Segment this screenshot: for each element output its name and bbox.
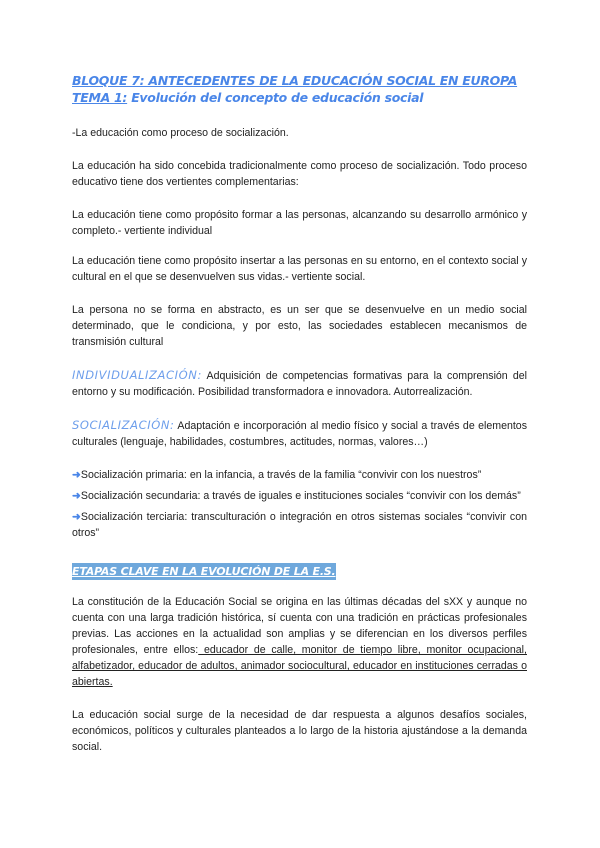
bloque-title: BLOQUE 7: ANTECEDENTES DE LA EDUCACIÓN SOCIAL EN EUROPA <box>72 73 518 88</box>
tema-title <box>72 89 527 106</box>
socializacion-secundaria-text: Socialización secundaria: a través de iguales e instituciones sociales “convivir con los demás” <box>80 490 521 502</box>
perfiles-profesionales: educador de calle, monitor de tiempo libre, monitor ocupacional, alfabetizador, educador de adultos, animador sociocultural, educador en instituciones cerradas o abiertas. <box>72 644 527 688</box>
section-heading-etapas: ETAPAS CLAVE EN LA EVOLUCIÓN DE LA E.S. <box>72 565 336 578</box>
paragraph-individualizacion <box>72 367 527 400</box>
arrow-right-icon: ➜ <box>72 469 81 481</box>
socializacion-primaria-text: Socialización primaria: en la infancia, a través de la familia “convivir con los nuestros” <box>80 469 482 481</box>
list-item-socializacion-terciaria <box>72 509 527 541</box>
term-individualizacion: INDIVIDUALIZACIÓN: <box>72 368 202 382</box>
socializacion-terciaria-text: Socialización terciaria: transculturación o integración en otros sistemas sociales “convivir con otros” <box>72 511 527 539</box>
paragraph-concepcion: La educación ha sido concebida tradicionalmente como proceso de socialización. Todo proceso educativo tiene dos vertientes complementarias: <box>72 160 527 188</box>
list-item-socializacion-secundaria <box>72 488 527 504</box>
list-item-socializacion-primaria <box>72 467 527 483</box>
paragraph-socializacion-intro: -La educación como proceso de socialización. <box>72 127 289 139</box>
paragraph-vertiente-social: La educación tiene como propósito insertar a las personas en su entorno, en el contexto social y cultural en el que se desenvuelven sus vidas.- vertiente social. <box>72 255 527 283</box>
arrow-right-icon: ➜ <box>72 511 81 523</box>
paragraph-vertiente-individual: La educación tiene como propósito formar a las personas, alcanzando su desarrollo armónico y completo.- vertiente individual <box>72 209 527 237</box>
arrow-right-icon: ➜ <box>72 490 81 502</box>
paragraph-persona: La persona no se forma en abstracto, es un ser que se desenvuelve en un medio social determinado, que le condiciona, y por esto, las sociedades establecen mecanismos de transmisión cultural <box>72 304 527 348</box>
paragraph-socializacion <box>72 417 527 450</box>
tema-label: TEMA 1: <box>72 90 128 105</box>
socializacion-text: Adaptación e incorporación al medio físico y social a través de elementos culturales (lenguaje, habilidades, costumbres, actitudes, normas, valores…) <box>72 420 527 448</box>
individualizacion-text: Adquisición de competencias formativas para la comprensión del entorno y su modificación. Posibilidad transformadora e innovadora. Autorrealización. <box>72 370 527 398</box>
document-content <box>72 72 527 755</box>
paragraph-surgimiento: La educación social surge de la necesidad de dar respuesta a algunos desafíos sociales, económicos, políticos y culturales planteados a lo largo de la historia ajustándose a la demanda social. <box>72 709 527 753</box>
constitucion-text: La constitución de la Educación Social se origina en las últimas décadas del sXX y aunque no cuenta con una larga tradición histórica, sí cuenta con una tradición en prácticas profesionales previas. Las acciones en la actualidad son amplias y se diferencian en los diversos perfiles profesionales, entre ellos: <box>72 596 527 656</box>
paragraph-constitucion <box>72 594 527 690</box>
tema-name: Evolución del concepto de educación social <box>127 90 424 105</box>
term-socializacion: SOCIALIZACIÓN: <box>72 418 175 432</box>
